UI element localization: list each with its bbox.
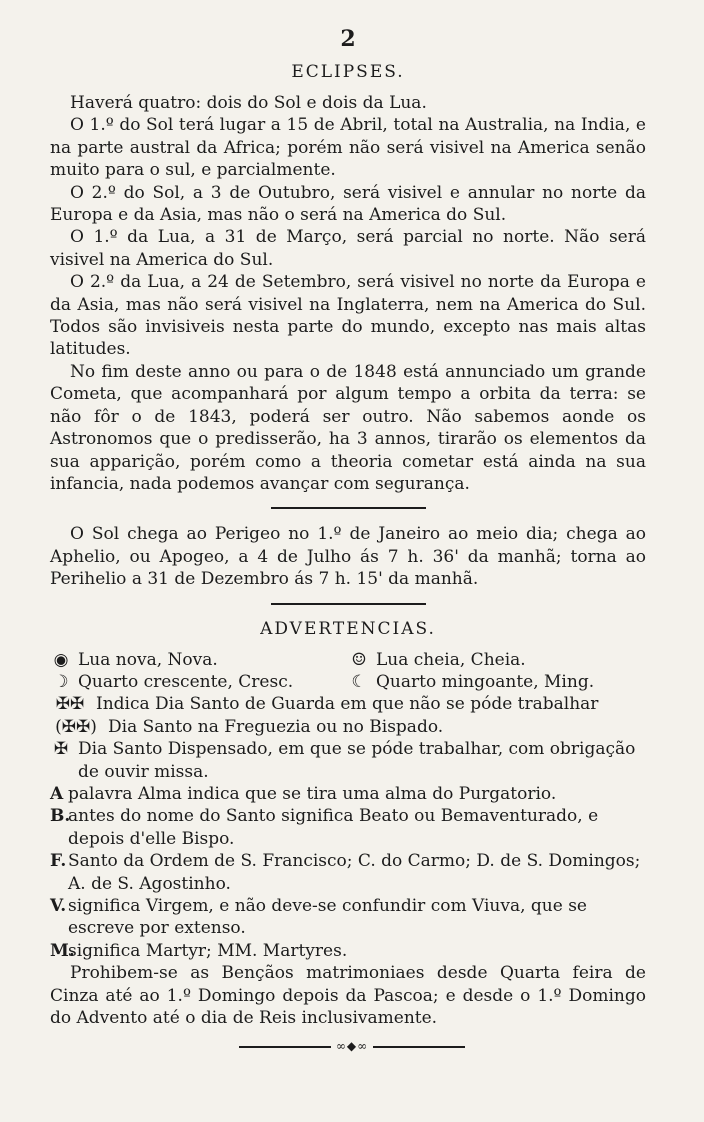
moon-legend-row	[50, 671, 646, 693]
abbreviation-text: significa Martyr; MM. Martyres.	[68, 940, 348, 961]
abbreviation-item	[50, 895, 646, 940]
eclipses-paragraph: Haverá quatro: dois do Sol e dois da Lua.	[70, 93, 427, 113]
section-divider	[271, 507, 426, 509]
abbreviation-item	[50, 850, 646, 895]
legend-label: Lua nova, Nova.	[78, 649, 218, 670]
legend-label: Indica Dia Santo de Guarda em que não se póde trabalhar	[96, 694, 599, 715]
abbreviation-item	[50, 783, 646, 805]
full-moon-icon: ☺	[351, 649, 367, 670]
sun-paragraph: O Sol chega ao Perigeo no 1.º de Janeiro ao meio dia; chega ao Aphelio, ou Apogeo, a 4 de Julho ás 7 h. 36' da manhã; torna ao Perihelio a 31 de Dezembro ás 7 h. 15' da manhã.	[50, 524, 646, 590]
last-quarter-icon: ☾	[351, 671, 367, 692]
abbreviation-letter: B.	[50, 806, 71, 827]
closing-paragraph: Prohibem-se as Bençãos matrimoniaes desde Quarta feira de Cinza até ao 1.º Domingo depois da Pascoa; e desde o 1.º Domingo do Advento até o dia de Reis inclusivamente.	[50, 963, 646, 1029]
abbreviation-text: significa Virgem, e não deve-se confundir com Viuva, que se escreve por extenso.	[68, 896, 587, 939]
double-cross-icon: ✠✠	[55, 694, 85, 715]
legend-item	[348, 671, 646, 693]
abbreviation-letter: F.	[50, 851, 67, 872]
abbreviation-item	[50, 805, 646, 850]
new-moon-icon: ◉	[53, 649, 69, 670]
page-number: 2	[340, 26, 356, 52]
legend-label: Quarto mingoante, Ming.	[376, 671, 595, 692]
eclipses-paragraph: O 2.º da Lua, a 24 de Setembro, será visivel no norte da Europa e da Asia, mas não será visivel na Inglaterra, nem na America do Sul. Todos são invisiveis nesta parte do mundo, excepto nas mais altas latitudes.	[50, 272, 646, 360]
abbreviation-item	[50, 940, 646, 962]
moon-legend-row	[50, 649, 646, 671]
eclipses-paragraph: O 1.º do Sol terá lugar a 15 de Abril, total na Australia, na India, e na parte austral da Africa; porém não será visivel na America senão muito para o sul, e parcialmente.	[50, 115, 646, 181]
single-cross-icon: ✠	[53, 739, 69, 760]
legend-item	[348, 649, 646, 671]
tailpiece-ornament	[0, 1039, 704, 1053]
eclipses-title: ECLIPSES.	[291, 62, 405, 82]
abbreviation-text: palavra Alma indica que se tira uma alma do Purgatorio.	[68, 783, 557, 804]
legend-label: Dia Santo Dispensado, em que se póde trabalhar, com obrigação de ouvir missa.	[78, 739, 636, 782]
legend-label: Lua cheia, Cheia.	[376, 649, 526, 670]
eclipses-paragraph: O 2.º do Sol, a 3 de Outubro, será visivel e annular no norte da Europa e da Asia, mas não o será na America do Sul.	[50, 182, 646, 226]
abbreviation-text: antes do nome do Santo significa Beato ou Bemaventurado, e depois d'elle Bispo.	[68, 806, 599, 849]
cross-legend-item	[50, 738, 646, 783]
abbreviation-letter: M.	[50, 940, 75, 961]
first-quarter-icon: ☽	[53, 671, 69, 692]
parenthesized-double-cross-icon: (✠✠)	[55, 716, 97, 737]
legend-item	[50, 649, 348, 671]
legend-item	[50, 671, 348, 693]
advertencias-title: ADVERTENCIAS.	[260, 618, 436, 639]
cross-legend-item	[50, 716, 646, 738]
legend-label: Dia Santo na Freguezia ou no Bispado.	[108, 716, 444, 737]
ornament-line	[239, 1046, 331, 1048]
legend-label: Quarto crescente, Cresc.	[78, 671, 294, 692]
cross-legend-item	[50, 693, 646, 715]
comet-paragraph: No fim deste anno ou para o de 1848 está annunciado um grande Cometa, que acompanhará por algum tempo a orbita da terra: se não fôr o de 1843, poderá ser outro. Não sabemos aonde os Astronomos que o predisserão, ha 3 annos, tirarão os elementos da sua apparição, porém como a theoria cometar está ainda na sua infancia, nada podemos avançar com segurança.	[50, 361, 646, 494]
abbreviation-letter: V.	[50, 896, 67, 916]
abbreviation-letter: A	[50, 783, 64, 804]
abbreviation-text: Santo da Ordem de S. Francisco; C. do Carmo; D. de S. Domingos; A. de S. Agostinho.	[68, 851, 641, 894]
ornament-line	[373, 1046, 465, 1048]
eclipses-paragraph: O 1.º da Lua, a 31 de Março, será parcial no norte. Não será visivel na America do Sul.	[50, 227, 646, 270]
ornament-icon: ∞◆∞	[335, 1039, 369, 1053]
section-divider	[271, 603, 426, 605]
